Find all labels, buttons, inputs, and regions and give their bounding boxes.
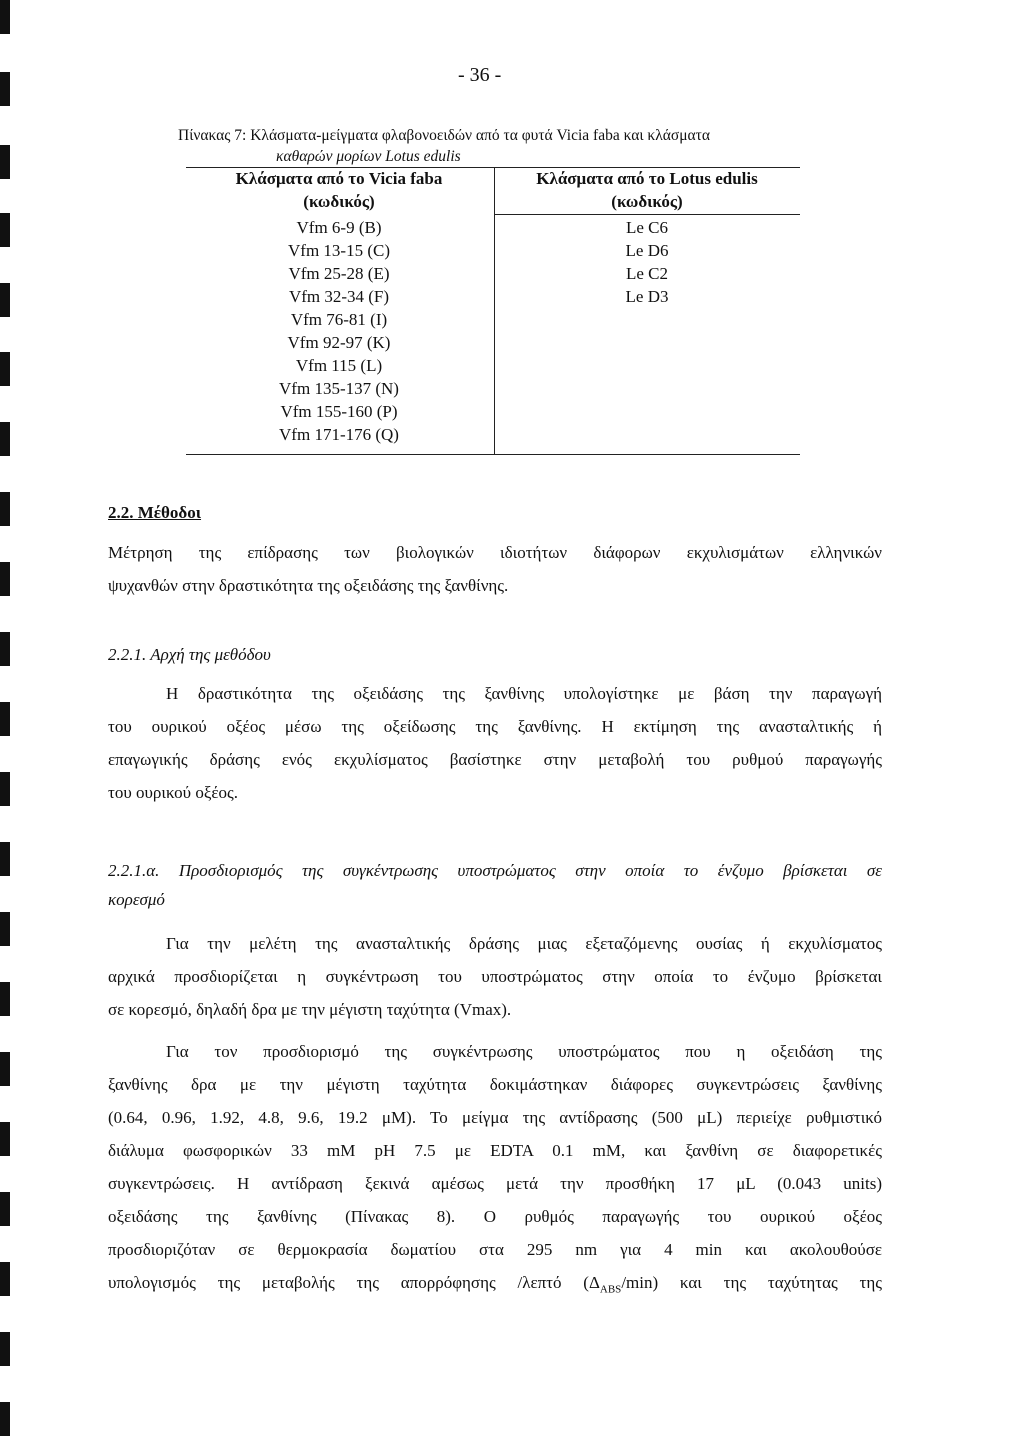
table-cell: Vfm 135-137 (N) xyxy=(279,379,399,398)
paragraph-1 xyxy=(108,927,882,1026)
section-title xyxy=(108,503,201,523)
col1-body xyxy=(186,216,492,446)
margin-mark xyxy=(0,912,10,946)
col1-header-line2: (κωδικός) xyxy=(303,192,375,211)
margin-mark xyxy=(0,702,10,736)
text-line: διάλυμα φωσφορικών 33 mM pH 7.5 με EDTA 0.1 mM, και ξανθίνη σε διαφορετικές xyxy=(108,1141,882,1160)
paragraph-2 xyxy=(108,1035,882,1299)
table-header-rule xyxy=(494,214,800,215)
text-line: Για την μελέτη της ανασταλτικής δράσης μιας εξεταζόμενης ουσίας ή εκχυλίσματος xyxy=(166,934,882,953)
table-cell: Vfm 32-34 (F) xyxy=(288,287,390,306)
text-line-head: υπολογισμός της μεταβολής της απορρόφησης /λεπτό (Δ xyxy=(108,1273,600,1292)
table-cell: Vfm 92-97 (K) xyxy=(287,333,391,352)
table-cell: Le D6 xyxy=(625,241,669,260)
text-line: (0.64, 0.96, 1.92, 4.8, 9.6, 19.2 μΜ). Το μείγμα της αντίδρασης (500 μL) περιείχε ρυθμιστικό xyxy=(108,1108,882,1127)
table-caption xyxy=(178,125,818,167)
margin-mark xyxy=(0,772,10,806)
section-title-text: 2.2. Μέθοδοι xyxy=(108,503,202,522)
margin-mark xyxy=(0,1332,10,1366)
table-cell: Le D3 xyxy=(625,287,669,306)
margin-mark xyxy=(0,632,10,666)
table-cell: Vfm 171-176 (Q) xyxy=(279,425,399,444)
subsection-title-text: 2.2.1. Αρχή της μεθόδου xyxy=(108,645,271,664)
text-line: του ουρικού οξέος. xyxy=(108,783,239,802)
margin-mark xyxy=(0,1052,10,1086)
page-number: - 36 - xyxy=(458,64,502,86)
text-line: Μέτρηση της επίδρασης των βιολογικών ιδιοτήτων διάφορων εκχυλισμάτων ελληνικών xyxy=(108,543,882,562)
table-cell: Le C6 xyxy=(625,218,669,237)
text-line: οξειδάσης της ξανθίνης (Πίνακας 8). Ο ρυθμός παραγωγής του ουρικού οξέος xyxy=(108,1207,882,1226)
col1-header-line1: Κλάσματα από το Vicia faba xyxy=(235,169,443,188)
col2-body xyxy=(494,216,800,308)
table-cell: Vfm 6-9 (B) xyxy=(296,218,382,237)
text-line: αρχικά προσδιορίζεται η συγκέντρωση του υποστρώματος στην οποία το ένζυμο βρίσκεται xyxy=(108,967,882,986)
subsection-title-line2: κορεσμό xyxy=(108,890,165,909)
text-line: ψυχανθών στην δραστικότητα της οξειδάσης της ξανθίνης. xyxy=(108,576,509,595)
margin-mark xyxy=(0,562,10,596)
text-line: προσδιοριζόταν σε θερμοκρασία δωματίου στα 295 nm για 4 min και ακολουθούσε xyxy=(108,1240,882,1259)
table-cell: Vfm 13-15 (C) xyxy=(288,241,390,260)
text-line: σε κορεσμό, δηλαδή δρα με την μέγιστη ταχύτητα (Vmax). xyxy=(108,1000,512,1019)
margin-mark xyxy=(0,1402,10,1436)
margin-mark xyxy=(0,352,10,386)
margin-mark xyxy=(0,1262,10,1296)
table-cell: Vfm 115 (L) xyxy=(295,356,383,375)
abs-subscript: ABS xyxy=(599,1283,622,1296)
text-line: επαγωγικής δράσης ενός εκχυλίσματος βασίστηκε στην μεταβολή του ρυθμού παραγωγής xyxy=(108,750,882,769)
margin-mark xyxy=(0,1122,10,1156)
table-cell: Vfm 76-81 (I) xyxy=(290,310,388,329)
margin-mark xyxy=(0,842,10,876)
margin-mark xyxy=(0,283,10,317)
subsection-paragraph xyxy=(108,677,882,809)
margin-mark xyxy=(0,213,10,247)
subsection-title-line1: 2.2.1.α. Προσδιορισμός της συγκέντρωσης υποστρώματος στην οποία το ένζυμο βρίσκεται σε xyxy=(108,861,882,880)
caption-line-1: Πίνακας 7: Κλάσματα-μείγματα φλαβονοειδών από τα φυτά Vicia faba και κλάσματα xyxy=(178,127,711,144)
margin-mark xyxy=(0,72,10,106)
text-line: Η δραστικότητα της οξειδάσης της ξανθίνης υπολογίστηκε με βάση την παραγωγή xyxy=(166,684,882,703)
col2-header xyxy=(494,167,800,213)
margin-mark xyxy=(0,492,10,526)
text-line: συγκεντρώσεις. Η αντίδραση ξεκινά αμέσως μετά την προσθήκη 17 μL (0.043 units) xyxy=(108,1174,882,1193)
col1-header xyxy=(186,167,492,213)
section-intro xyxy=(108,536,882,602)
caption-line-2: καθαρών μορίων Lotus edulis xyxy=(276,148,461,165)
margin-mark xyxy=(0,145,10,179)
table-cell: Vfm 25-28 (E) xyxy=(288,264,390,283)
col2-header-line2: (κωδικός) xyxy=(611,192,683,211)
text-line: Για τον προσδιορισμό της συγκέντρωσης υποστρώματος που η οξειδάση της xyxy=(166,1042,882,1061)
table-cell: Le C2 xyxy=(625,264,669,283)
text-line-tail: /min) και της ταχύτητας της xyxy=(621,1273,882,1292)
table-cell: Vfm 155-160 (P) xyxy=(280,402,398,421)
text-line: του ουρικού οξέος μέσω της οξείδωσης της ξανθίνης. Η εκτίμηση της ανασταλτικής ή xyxy=(108,717,882,736)
subsection-title xyxy=(108,861,882,910)
margin-mark xyxy=(0,982,10,1016)
text-line xyxy=(108,1266,882,1299)
table-bottom-rule xyxy=(186,454,800,455)
margin-mark xyxy=(0,0,10,34)
margin-mark xyxy=(0,1192,10,1226)
text-line: ξανθίνης δρα με την μέγιστη ταχύτητα δοκιμάστηκαν διάφορες συγκεντρώσεις ξανθίνης xyxy=(108,1075,882,1094)
col2-header-line1: Κλάσματα από το Lotus edulis xyxy=(536,169,758,188)
subsection-title xyxy=(108,645,271,665)
margin-mark xyxy=(0,422,10,456)
